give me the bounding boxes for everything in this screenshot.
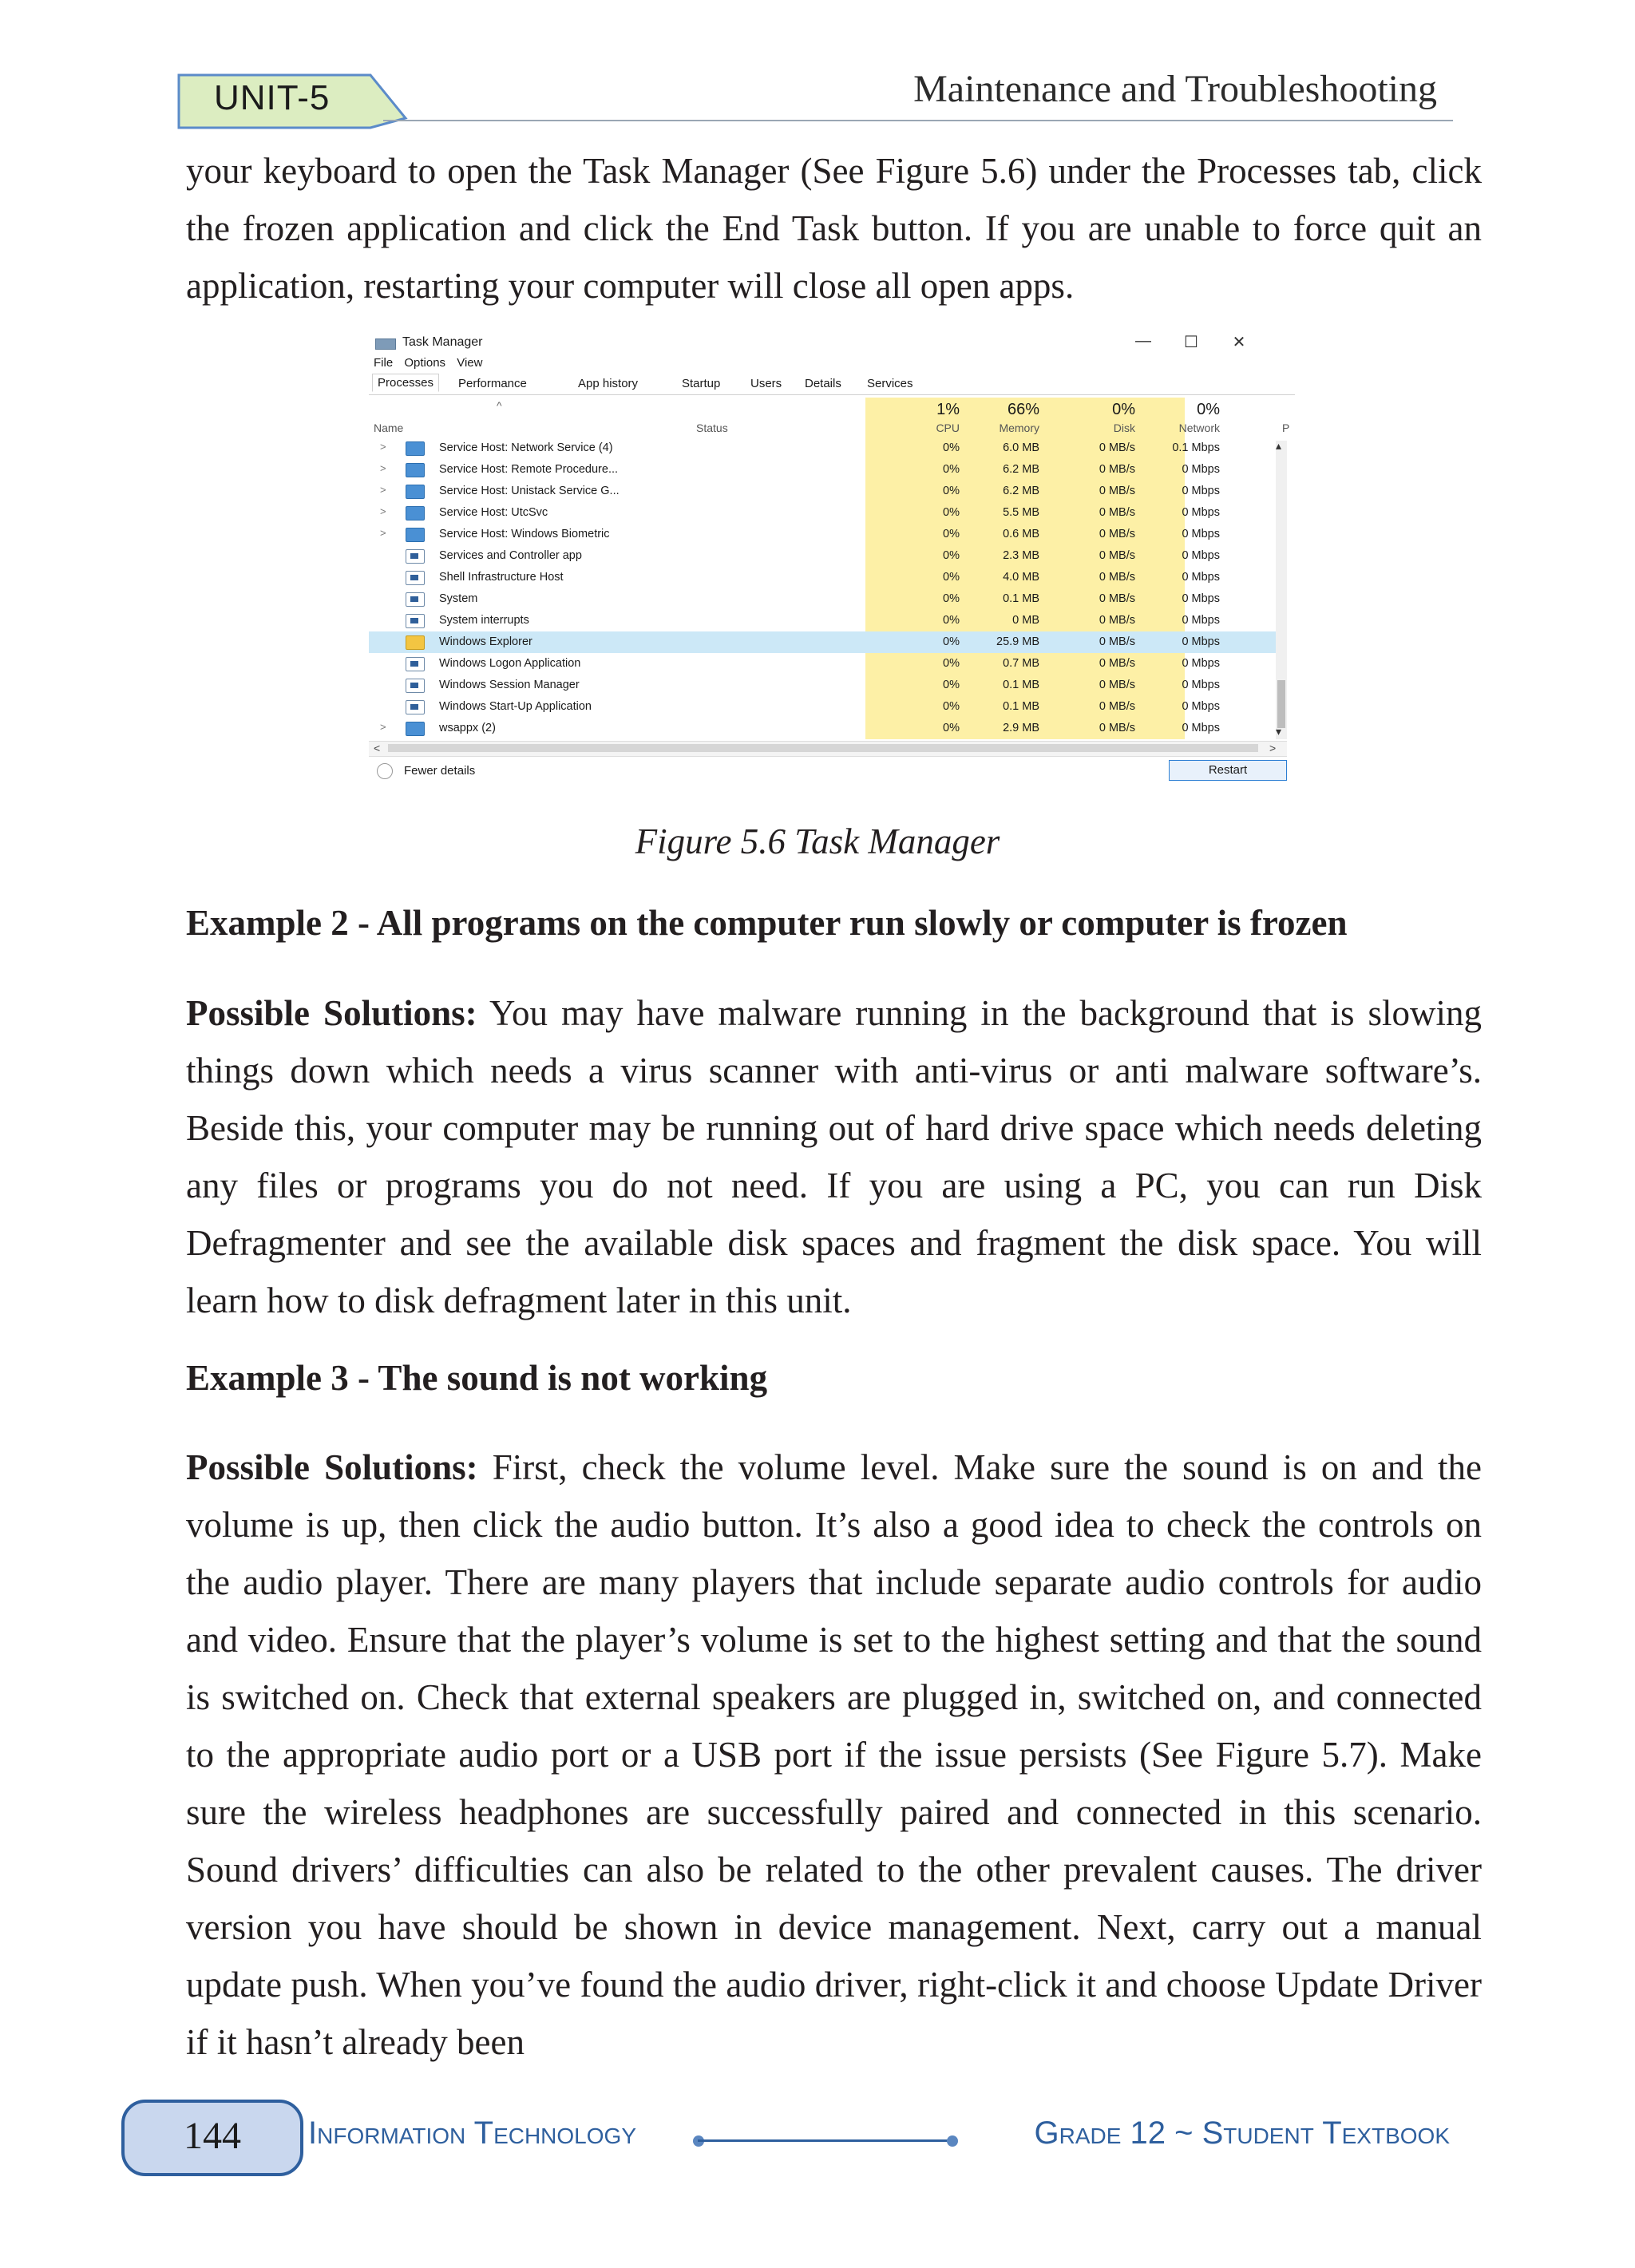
footer-subject: Information Technology (308, 2116, 636, 2151)
column-network[interactable]: Network (1178, 422, 1220, 434)
process-name: Windows Session Manager (439, 679, 580, 691)
process-disk: 0 MB/s (1099, 700, 1135, 713)
process-memory: 0.7 MB (1003, 657, 1039, 670)
process-cpu: 0% (943, 592, 960, 605)
tab-startup[interactable]: Startup (682, 377, 721, 390)
menu-file[interactable]: File (374, 356, 394, 370)
menu-view[interactable]: View (457, 356, 483, 370)
process-network: 0 Mbps (1182, 463, 1220, 476)
solutions-label: Possible Solutions: (186, 1447, 478, 1487)
process-row[interactable] (369, 631, 1287, 653)
process-network: 0 Mbps (1182, 549, 1220, 562)
process-name: System (439, 592, 478, 605)
column-header (369, 398, 1290, 441)
process-row[interactable] (369, 653, 1287, 675)
process-name: Windows Logon Application (439, 657, 581, 670)
process-memory: 0.1 MB (1003, 679, 1039, 691)
process-icon (406, 549, 425, 564)
process-disk: 0 MB/s (1099, 441, 1135, 454)
column-memory[interactable]: Memory (999, 422, 1039, 434)
process-disk: 0 MB/s (1099, 571, 1135, 584)
process-name: Services and Controller app (439, 549, 582, 562)
process-name: System interrupts (439, 614, 529, 627)
process-disk: 0 MB/s (1099, 549, 1135, 562)
process-network: 0 Mbps (1182, 614, 1220, 627)
menu-bar (374, 356, 490, 370)
process-network: 0 Mbps (1182, 657, 1220, 670)
process-row[interactable] (369, 502, 1287, 524)
tab-performance[interactable]: Performance (458, 377, 527, 390)
process-icon (406, 635, 425, 650)
hscroll-thumb[interactable] (388, 744, 1258, 752)
process-icon (406, 657, 425, 671)
process-disk: 0 MB/s (1099, 592, 1135, 605)
process-memory: 0.6 MB (1003, 528, 1039, 540)
footer-line (698, 2139, 953, 2142)
process-disk: 0 MB/s (1099, 614, 1135, 627)
scroll-down-icon[interactable]: ▾ (1276, 725, 1282, 738)
unit-label: UNIT-5 (214, 78, 331, 117)
header-divider (383, 120, 1453, 121)
tab-services[interactable]: Services (867, 377, 913, 390)
maximize-button[interactable]: ☐ (1184, 334, 1198, 351)
expand-chevron-icon[interactable]: > (380, 441, 386, 453)
process-name: Service Host: Windows Biometric (439, 528, 610, 540)
process-network: 0 Mbps (1182, 722, 1220, 734)
example-2-heading: Example 2 - All programs on the computer run slowly or computer is frozen (186, 903, 1348, 943)
process-cpu: 0% (943, 528, 960, 540)
process-network: 0 Mbps (1182, 485, 1220, 497)
example-2-paragraph (186, 984, 1482, 1329)
process-disk: 0 MB/s (1099, 528, 1135, 540)
column-disk[interactable]: Disk (1113, 422, 1135, 434)
window-titlebar (369, 327, 1295, 351)
tab-processes[interactable]: Processes (372, 374, 439, 392)
process-memory: 4.0 MB (1003, 571, 1039, 584)
page-number: 144 (184, 2115, 241, 2157)
process-disk: 0 MB/s (1099, 657, 1135, 670)
process-row[interactable] (369, 481, 1287, 502)
scroll-thumb[interactable] (1277, 680, 1285, 728)
process-memory: 6.2 MB (1003, 485, 1039, 497)
process-cpu: 0% (943, 657, 960, 670)
column-cpu[interactable]: CPU (936, 422, 960, 434)
process-icon (406, 463, 425, 477)
process-network: 0 Mbps (1182, 592, 1220, 605)
process-name: Service Host: UtcSvc (439, 506, 548, 519)
process-row[interactable] (369, 718, 1287, 739)
process-disk: 0 MB/s (1099, 679, 1135, 691)
process-network: 0 Mbps (1182, 506, 1220, 519)
intro-paragraph: your keyboard to open the Task Manager (See Figure 5.6) under the Processes tab, click the frozen application and click the End Task button. If you are unable to force quit an application, restarting your computer will close all open apps. (186, 151, 1482, 306)
process-cpu: 0% (943, 614, 960, 627)
process-disk: 0 MB/s (1099, 485, 1135, 497)
process-disk: 0 MB/s (1099, 506, 1135, 519)
process-name: Shell Infrastructure Host (439, 571, 564, 584)
sort-arrow-icon: ^ (497, 399, 502, 412)
process-cpu: 0% (943, 635, 960, 648)
solutions-label: Possible Solutions: (186, 993, 477, 1033)
restart-button[interactable]: Restart (1169, 760, 1287, 781)
tab-details[interactable]: Details (805, 377, 841, 390)
expand-chevron-icon[interactable]: > (380, 527, 386, 539)
process-row[interactable] (369, 437, 1287, 459)
collapse-icon (377, 763, 393, 779)
process-memory: 5.5 MB (1003, 506, 1039, 519)
process-memory: 0 MB (1012, 614, 1039, 627)
minimize-button[interactable]: — (1135, 332, 1151, 350)
network-usage-total: 0% (1197, 401, 1220, 418)
process-memory: 0.1 MB (1003, 592, 1039, 605)
process-memory: 6.2 MB (1003, 463, 1039, 476)
scroll-up-icon[interactable]: ▴ (1276, 439, 1282, 452)
fewer-details-link[interactable] (377, 763, 475, 779)
process-icon (406, 485, 425, 499)
expand-chevron-icon[interactable]: > (380, 721, 386, 733)
process-icon (406, 592, 425, 607)
process-icon (406, 722, 425, 736)
process-memory: 0.1 MB (1003, 700, 1039, 713)
scroll-right-icon[interactable]: > (1269, 742, 1277, 754)
process-network: 0 Mbps (1182, 635, 1220, 648)
column-status[interactable]: Status (696, 422, 728, 434)
page-number-badge (121, 2100, 303, 2176)
process-icon (406, 700, 425, 714)
scroll-left-icon[interactable]: < (374, 742, 381, 754)
task-manager-figure (369, 327, 1295, 790)
memory-usage-total: 66% (1007, 401, 1039, 418)
process-row[interactable] (369, 545, 1287, 567)
expand-chevron-icon[interactable]: > (380, 505, 386, 517)
window-title: Task Manager (402, 335, 483, 349)
example-3-text: First, check the volume level. Make sure the sound is on and the volume is up, then click the audio button. It’s also a good idea to check the controls on the audio player. There are many players that include separate audio controls for audio and video. Ensure that the player’s volume is set to the highest setting and that the sound is switched on. Check that external speakers are plugged in, switched on, and connected to the appropriate audio port or a USB port if the issue persists (See Figure 5.7). Make sure the wireless headphones are successfully paired and connected in this scenario. Sound drivers’ difficulties can also be related to the other prevalent causes. The driver version you have should be shown in device management. Next, carry out a manual update push. When you’ve found the audio driver, right-click it and choose Update Driver if it hasn’t already been (186, 1447, 1482, 2062)
tab-bar (369, 374, 1295, 395)
horizontal-scrollbar[interactable] (369, 741, 1287, 757)
process-icon (406, 506, 425, 520)
process-name: Windows Explorer (439, 635, 532, 648)
process-cpu: 0% (943, 506, 960, 519)
process-disk: 0 MB/s (1099, 463, 1135, 476)
process-row[interactable] (369, 696, 1287, 718)
task-manager-icon (375, 338, 396, 350)
process-memory: 2.9 MB (1003, 722, 1039, 734)
process-row[interactable] (369, 524, 1287, 545)
process-row[interactable] (369, 567, 1287, 588)
column-power-partial[interactable]: P (1282, 422, 1290, 434)
process-name: wsappx (2) (439, 722, 496, 734)
process-disk: 0 MB/s (1099, 635, 1135, 648)
menu-options[interactable]: Options (404, 356, 446, 370)
process-name: Service Host: Remote Procedure... (439, 463, 619, 476)
process-icon (406, 679, 425, 693)
column-name[interactable]: Name (374, 422, 404, 434)
footer-dot-right (947, 2135, 958, 2147)
process-cpu: 0% (943, 722, 960, 734)
process-row[interactable] (369, 588, 1287, 610)
footer-grade: Grade 12 ~ Student Textbook (1034, 2116, 1450, 2151)
process-cpu: 0% (943, 485, 960, 497)
expand-chevron-icon[interactable]: > (380, 462, 386, 474)
process-row[interactable] (369, 675, 1287, 696)
process-cpu: 0% (943, 441, 960, 454)
process-memory: 25.9 MB (996, 635, 1039, 648)
cpu-usage-total: 1% (936, 401, 960, 418)
expand-chevron-icon[interactable]: > (380, 484, 386, 496)
tab-users[interactable]: Users (750, 377, 782, 390)
process-icon (406, 528, 425, 542)
process-icon (406, 441, 425, 456)
process-icon (406, 571, 425, 585)
process-memory: 2.3 MB (1003, 549, 1039, 562)
process-network: 0 Mbps (1182, 528, 1220, 540)
process-cpu: 0% (943, 679, 960, 691)
process-name: Service Host: Network Service (4) (439, 441, 613, 454)
tab-app-history[interactable]: App history (578, 377, 639, 390)
process-network: 0 Mbps (1182, 679, 1220, 691)
process-row[interactable] (369, 610, 1287, 631)
process-cpu: 0% (943, 571, 960, 584)
process-memory: 6.0 MB (1003, 441, 1039, 454)
close-button[interactable]: ✕ (1232, 334, 1246, 351)
process-cpu: 0% (943, 549, 960, 562)
process-network: 0 Mbps (1182, 700, 1220, 713)
example-3-paragraph (186, 1439, 1482, 2071)
example-3-heading: Example 3 - The sound is not working (186, 1358, 768, 1398)
process-cpu: 0% (943, 700, 960, 713)
process-cpu: 0% (943, 463, 960, 476)
process-row[interactable] (369, 459, 1287, 481)
figure-caption: Figure 5.6 Task Manager (635, 821, 1000, 861)
process-network: 0.1 Mbps (1172, 441, 1220, 454)
example-2-text: You may have malware running in the background that is slowing things down which needs a virus scanner with anti-virus or anti malware software’s. Beside this, your computer may be running out of hard drive space which needs deleting any files or programs you do not need. If you are using a PC, you can run Disk Defragmenter and see the available disk spaces and fragment the disk space. You will learn how to disk defragment later in this unit. (186, 993, 1482, 1320)
process-icon (406, 614, 425, 628)
process-list (369, 437, 1287, 739)
process-name: Service Host: Unistack Service G... (439, 485, 620, 497)
disk-usage-total: 0% (1112, 401, 1135, 418)
unit-tab (177, 73, 409, 129)
process-network: 0 Mbps (1182, 571, 1220, 584)
fewer-details-label: Fewer details (404, 763, 476, 778)
process-name: Windows Start-Up Application (439, 700, 592, 713)
chapter-title: Maintenance and Troubleshooting (913, 68, 1437, 110)
vertical-scrollbar[interactable] (1276, 441, 1287, 739)
process-disk: 0 MB/s (1099, 722, 1135, 734)
